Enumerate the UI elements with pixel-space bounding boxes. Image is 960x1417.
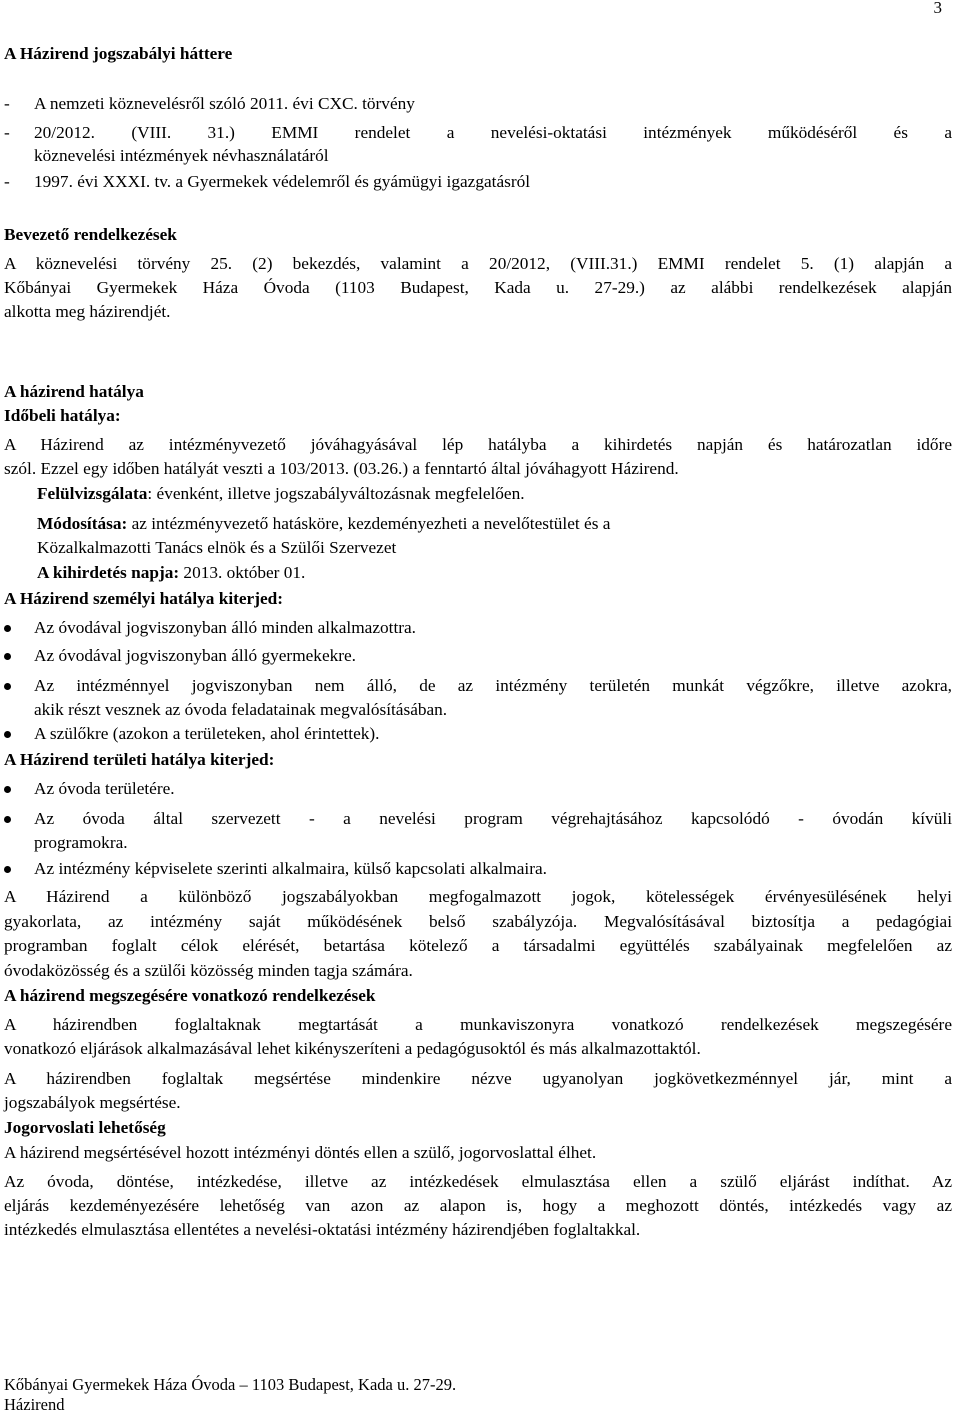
modify-line-2: Közalkalmazotti Tanács elnök és a Szülői Szervezet: [37, 538, 397, 557]
list-item-text: köznevelési intézmények névhasználatáról: [34, 146, 329, 165]
review-text: : évenként, illetve jogszabályváltozásnak megfelelően.: [147, 484, 525, 503]
review-label: Felülvizsgálata: [37, 484, 148, 503]
list-item-text: Az óvodával jogviszonyban álló minden alkalmazottra.: [34, 618, 416, 637]
section-title-scope: A házirend hatálya: [4, 382, 144, 401]
announce-line: [37, 562, 305, 584]
section-title-legal-remedy: Jogorvoslati lehetőség: [4, 1118, 166, 1137]
review-line: [37, 483, 525, 505]
paragraph-line: alkotta meg házirendjét.: [4, 302, 171, 321]
list-item-text: akik részt vesznek az óvoda feladatainak megvalósításában.: [34, 700, 448, 719]
modify-line: [37, 513, 610, 535]
list-item-text: Az óvoda területére.: [34, 779, 175, 798]
paragraph-line: A házirendben foglaltak megsértése mindenkire nézve ugyanolyan jogkövetkezménnyel jár, mint a: [4, 1069, 952, 1088]
paragraph-line: A házirend megsértésével hozott intézményi döntés ellen a szülő, jogorvoslattal élhet.: [4, 1143, 597, 1162]
list-item-text: Az óvodával jogviszonyban álló gyermekekre.: [34, 646, 356, 665]
bullet-icon: [4, 816, 11, 823]
section-title-intro: Bevezető rendelkezések: [4, 225, 177, 244]
paragraph-line: A köznevelési törvény 25. (2) bekezdés, valamint a 20/2012, (VIII.31.) EMMI rendelet 5. (1) alapján a: [4, 254, 952, 273]
list-item-text: Az intézménnyel jogviszonyban nem álló, de az intézmény területén munkát végzőkre, illetve azokra,: [34, 676, 952, 695]
list-item-text: 1997. évi XXXI. tv. a Gyermekek védelemről és gyámügyi igazgatásról: [34, 172, 531, 191]
footer-doc-name: Házirend: [4, 1395, 65, 1414]
paragraph-line: óvodaközösség és a szülői közösség minden tagja számára.: [4, 961, 413, 980]
list-item-text: Az óvoda által szervezett - a nevelési program végrehajtásához kapcsolódó - óvodán kívüli: [34, 809, 952, 828]
list-item-text: 20/2012. (VIII. 31.) EMMI rendelet a nevelési-oktatási intézmények működéséről és a: [34, 123, 952, 142]
list-item-text: A nemzeti köznevelésről szóló 2011. évi CXC. törvény: [34, 94, 415, 113]
list-item-text: A szülőkre (azokon a területeken, ahol érintettek).: [34, 724, 380, 743]
announce-text: 2013. október 01.: [179, 563, 306, 582]
announce-label: A kihirdetés napja:: [37, 563, 180, 582]
modify-text: az intézményvezető hatásköre, kezdeményezheti a nevelőtestület és a: [127, 514, 611, 533]
section-title-violations: A házirend megszegésére vonatkozó rendelkezések: [4, 986, 376, 1005]
bullet-icon: [4, 653, 11, 660]
section-title-legal-background: A Házirend jogszabályi háttere: [4, 44, 233, 63]
paragraph-line: szól. Ezzel egy időben hatályát veszti a 103/2013. (03.26.) a fenntartó által jóváhagyott Házirend.: [4, 459, 679, 478]
list-item: [4, 93, 10, 115]
bullet-icon: [4, 731, 11, 738]
paragraph-line: Az óvoda, döntése, intézkedése, illetve az intézkedések elmulasztása ellen a szülő eljárást indíthat. Az: [4, 1172, 952, 1191]
bullet-icon: [4, 683, 11, 690]
paragraph-line: programban foglalt célok elérését, betartása kötelező a társadalmi együttélés szabályainak megfelelően az: [4, 936, 952, 955]
dash-marker: -: [4, 172, 10, 191]
paragraph-line: gyakorlata, az intézmény saját működésének belső szabályzója. Megvalósításával biztosítja a pedagógiai: [4, 912, 952, 931]
section-title-personal-scope: A Házirend személyi hatálya kiterjed:: [4, 589, 284, 608]
dash-marker: -: [4, 123, 10, 142]
list-item-text: Az intézmény képviselete szerinti alkalmaira, külső kapcsolati alkalmaira.: [34, 859, 547, 878]
paragraph-line: jogszabályok megsértése.: [4, 1093, 181, 1112]
paragraph-line: A házirendben foglaltaknak megtartását a munkaviszonyra vonatkozó rendelkezések megszegésére: [4, 1015, 952, 1034]
paragraph-line: eljárás kezdeményezésére lehetőség van azon az alapon is, hogy a meghozott döntés, intézkedés vagy az: [4, 1196, 952, 1215]
dash-marker: -: [4, 94, 10, 113]
bullet-icon: [4, 866, 11, 873]
paragraph-line: A Házirend a különböző jogszabályokban megfogalmazott jogok, kötelességek érvényesülésének helyi: [4, 887, 952, 906]
page-number: 3: [933, 0, 942, 17]
paragraph-line: vonatkozó eljárások alkalmazásával lehet kikényszeríteni a pedagógusoktól és más alkalmazottaktól.: [4, 1039, 701, 1058]
paragraph-line: A Házirend az intézményvezető jóváhagyásával lép hatályba a kihirdetés napján és határozatlan időre: [4, 435, 952, 454]
subsection-title-time-scope: Időbeli hatálya:: [4, 406, 121, 425]
list-item-text: programokra.: [34, 833, 128, 852]
bullet-icon: [4, 786, 11, 793]
list-item: [4, 122, 10, 144]
paragraph-line: intézkedés elmulasztása ellentétes a nevelési-oktatási intézmény házirendjében foglaltakkal.: [4, 1220, 641, 1239]
bullet-icon: [4, 625, 11, 632]
modify-label: Módosítása:: [37, 514, 128, 533]
footer-institution: Kőbányai Gyermekek Háza Óvoda – 1103 Budapest, Kada u. 27-29.: [4, 1375, 457, 1394]
section-title-territorial-scope: A Házirend területi hatálya kiterjed:: [4, 750, 275, 769]
list-item: [4, 171, 10, 193]
paragraph-line: Kőbányai Gyermekek Háza Óvoda (1103 Budapest, Kada u. 27-29.) az alábbi rendelkezések alapján: [4, 278, 952, 297]
